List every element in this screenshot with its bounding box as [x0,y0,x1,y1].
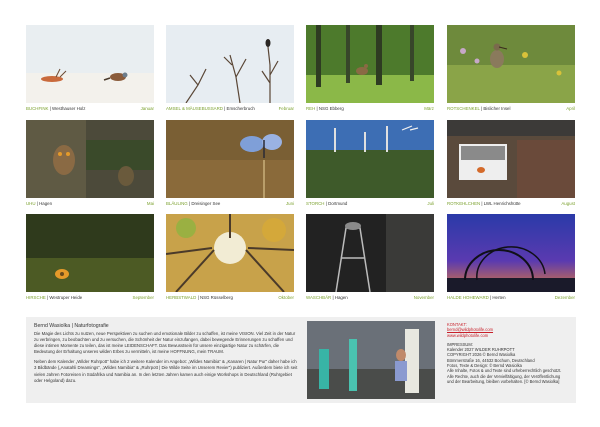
photo-chaffinch [26,25,154,103]
photo-robin [447,120,575,198]
photo-photographer-portrait [307,321,435,399]
caption-month: Oktober [278,295,294,300]
caption-title: UHU [26,201,36,206]
caption-month: Mai [146,201,154,206]
caption-month: Juli [427,201,434,206]
month-cell-january: BUCHFINK | Westhauser Holz Januar [26,25,154,115]
caption-title: ROTKEHLCHEN [447,201,481,206]
caption-location: Dortmund [328,201,348,206]
bio-paragraph-publications: Neben dem Kalender „Wilder Ruhrpott“ habe ich 2 weitere Kalender im Angebot: „Wildes Namibia“ & „Kanaren | Natur Pur“ daher habe ich 3 Bildbände („Anatahli Dreamings“, „Wildes Namibia“ & „Ruhrpott | Die Wilde Seite im Unserem Revier“) publiziert. Außerdem biete ich seit vielen Jahren Fotoreisen in Südafrika und Namibia an. In den letzten Jahren kamen auch einige Workshops in Deutschland (Ruhrgebiet oder Helgoland) dazu. [34,359,298,383]
caption-title: STORCH [306,201,325,206]
contact-website-link[interactable]: www.wildphotolife.com [447,332,489,338]
photo-blackbird-buzzard [166,25,294,103]
caption-title: AMSEL & MÄUSEBUSSARD [166,106,223,111]
contact-email-link[interactable]: bernd@wildphotolife.com [447,327,494,333]
caption-location: Herten [492,295,506,300]
caption-location: Westruper Heide [49,295,83,300]
photo-autumn-forest [166,214,294,292]
caption-month: April [566,106,575,111]
caption-location: LWL Henrichshütte [483,201,521,206]
month-cell-august: ROTKEHLCHEN | LWL Henrichshütte August [447,120,575,210]
month-cell-september: HIRSCHE | Westruper Heide September [26,214,154,304]
caption-month: März [424,106,434,111]
bio-paragraph-vision: Die Magie des Lichts zu nutzen, neue Perspektiven zu suchen und emotionale Bilder zu schaffen, ist meine VISION. Viel Zeit in der Natur zu verbringen, zu beobachten und zu versuchen, die Schönheit der Natur einzufangen, dabei bewegende Erinnerungen zu schaffen und diese intimen Momente zu teilen, das ist meine LEIDENSCHAFT. Das Bewusstsein für unsere einzigartige Natur zu schärfen, die Bedeutung der Erhaltung unseres wilden Erbes zu vermitteln, ist meine HOFFNUNG, mein TRAUM. [34,331,296,355]
photo-blue-butterfly [166,120,294,198]
photo-halde-hoheward [447,214,575,292]
photo-raccoon [306,214,434,292]
month-cell-april: ROTSCHENKEL | Bislicher Insel April [447,25,575,115]
caption-title: BLÄULING [166,201,188,206]
caption-month: September [132,295,154,300]
caption-month: Juni [285,201,294,206]
caption-location: Emscherbruch [226,106,255,111]
contact-heading: KONTAKT: [447,322,467,327]
photo-stork [306,120,434,198]
photo-eagle-owl [26,120,154,198]
month-cell-october: HERBSTWALD | NSG Rüsselberg Oktober [166,214,294,304]
month-cell-november: WASCHBÄR | Hagen November [306,214,434,304]
caption-title: ROTSCHENKEL [447,106,480,111]
caption-location: NSG Rüsselberg [199,295,233,300]
caption-month: Dezember [554,295,575,300]
caption-title: REH [306,106,316,111]
caption-title: HIRSCHE [26,295,46,300]
caption-month: November [413,295,434,300]
imprint-line: und der Bearbeitung, bleiben vorbehalten. [© Bernd Wasiolka] [447,378,560,384]
info-panel [26,317,576,403]
imprint-line: COPYRIGHT 2026 © Bernd Wasiolka [447,352,516,358]
photo-redshank [447,25,575,103]
imprint-line: Fotos, Texte & Design: © Bernd Wasiolka [447,363,522,369]
caption-location: Dreisinger See [191,201,221,206]
caption-title: HERBSTWALD [166,295,197,300]
caption-location: NSG Ebberg [318,106,344,111]
caption-title: WASCHBÄR [306,295,332,300]
caption-location: Hagen [39,201,53,206]
contact-imprint [447,322,573,384]
caption-title: BUCHFINK [26,106,49,111]
month-cell-december: HALDE HOHEWARD | Herten Dezember [447,214,575,304]
month-cell-march: REH | NSG Ebberg März [306,25,434,115]
imprint-line: Kalender 2027 WILDER RUHRPOTT [447,347,515,353]
imprint-line: Alle Inhalte, Fotos & und Texte sind urheberrechtlich geschützt. [447,368,562,374]
imprint-line: Bömmerstraße 16, 44532 Bochum, Deutschland [447,357,535,363]
caption-title: HALDE HOHEWARD [447,295,489,300]
photographer-name: Bernd Wasiolka | Naturfotografie [34,323,109,329]
photo-deer-heath [26,214,154,292]
caption-location: Westhauser Holz [52,106,86,111]
bio-section [34,322,298,388]
month-cell-july: STORCH | Dortmund Juli [306,120,434,210]
month-cell-february: AMSEL & MÄUSEBUSSARD | Emscherbruch Februar [166,25,294,115]
photo-deer [306,25,434,103]
caption-month: Februar [278,106,294,111]
imprint-line: Alle Rechte, auch die der Vervielfältigung, der Veröffentlichung [447,373,561,379]
month-cell-june: BLÄULING | Dreisinger See Juni [166,120,294,210]
caption-month: Januar [140,106,154,111]
month-cell-may: UHU | Hagen Mai [26,120,154,210]
caption-location: Hagen [334,295,348,300]
imprint-heading: IMPRESSUM: [447,341,473,347]
caption-month: August [561,201,575,206]
caption-location: Bislicher Insel [483,106,511,111]
